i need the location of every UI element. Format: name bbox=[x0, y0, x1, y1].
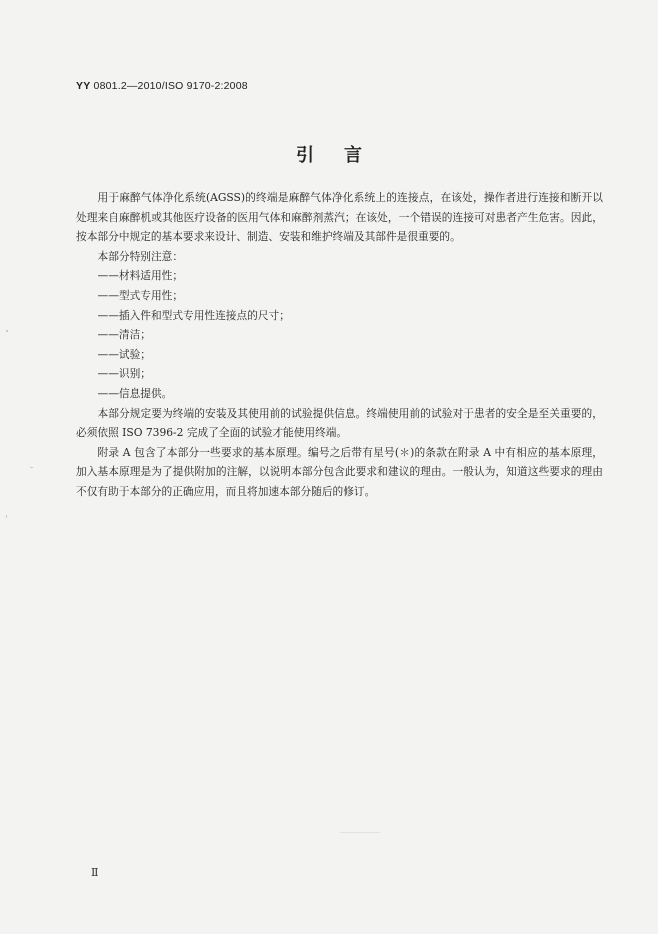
list-item: ——材料适用性； bbox=[97, 269, 184, 283]
list-item: ——型式专用性； bbox=[97, 288, 184, 302]
list-item: ——清洁； bbox=[97, 328, 151, 342]
scan-speck bbox=[6, 515, 7, 518]
paragraph-testing: 本部分规定要为终端的安装及其使用前的试验提供信息。终端使用前的试验对于患者的安全是至关重要的，必须依照 ISO 7396-2 完成了全面的试验才能使用终端。 bbox=[76, 406, 603, 440]
standard-header bbox=[76, 80, 248, 92]
list-item: ——信息提供。 bbox=[97, 386, 173, 400]
list-item: ——试验； bbox=[97, 347, 151, 361]
body-text bbox=[76, 188, 603, 502]
scan-speck bbox=[340, 832, 380, 833]
section-title: 引言 bbox=[296, 145, 392, 166]
paragraph-intro: 用于麻醉气体净化系统(AGSS)的终端是麻醉气体净化系统上的连接点，在该处，操作者进行连接和断开以处理来自麻醉机或其他医疗设备的医用气体和麻醉剂蒸汽；在该处，一个错误的连接可对患者产生危害。因此，按本部分中规定的基本要求来设计、制造、安装和维护终端及其部件是很重要的。 bbox=[76, 191, 603, 244]
list-item: ——识别； bbox=[97, 367, 151, 381]
list-item: ——插入件和型式专用性连接点的尺寸； bbox=[97, 308, 290, 322]
paragraph-attention: 本部分特别注意： bbox=[97, 249, 184, 263]
standard-prefix: YY bbox=[76, 80, 91, 92]
scan-speck bbox=[6, 330, 8, 332]
page-number: Ⅱ bbox=[91, 866, 99, 879]
standard-number: 0801.2—2010/ISO 9170-2:2008 bbox=[90, 80, 248, 92]
scan-speck bbox=[30, 467, 33, 468]
paragraph-annex: 附录 A 包含了本部分一些要求的基本原理。编号之后带有星号(＊)的条款在附录 A 中有相应的基本原理，加入基本原理是为了提供附加的注解，以说明本部分包含此要求和建议的理由。一般认为，知道这些要求的理由不仅有助于本部分的正确应用，而且将加速本部分随后的修订。 bbox=[76, 445, 603, 498]
